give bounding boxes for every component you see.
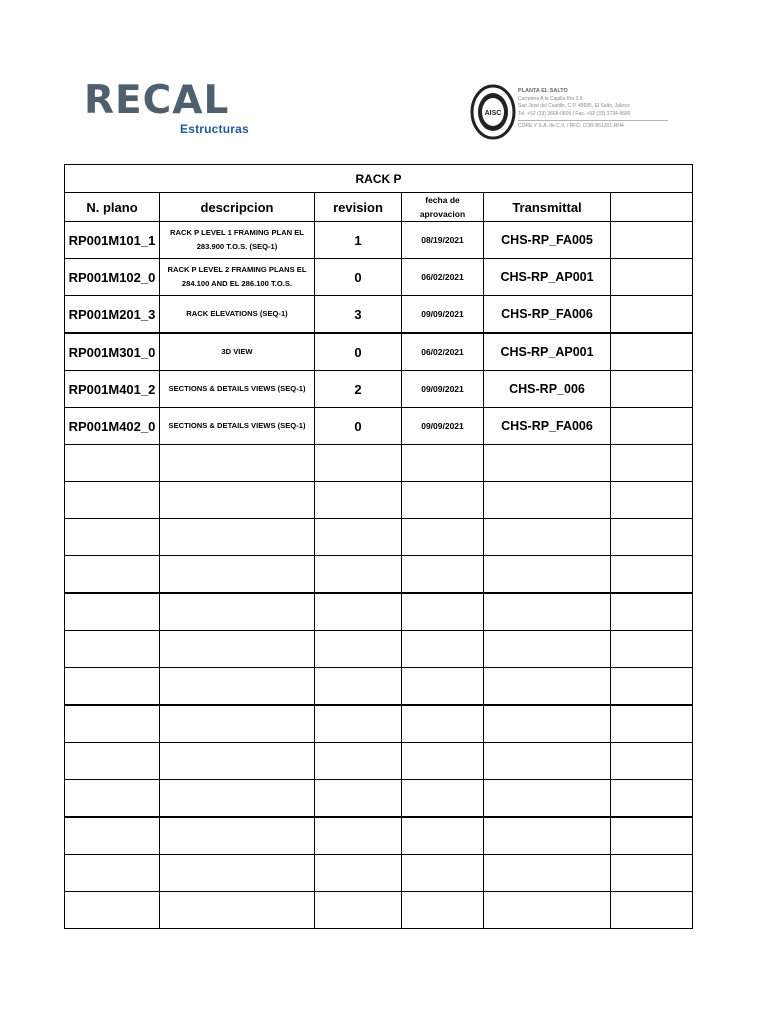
column-header-fecha-line-1: fecha de — [425, 195, 460, 205]
cell-extra — [611, 371, 693, 408]
cell-revision: 2 — [315, 371, 402, 408]
cell-transmittal — [484, 445, 611, 482]
divider — [518, 120, 668, 121]
cell-extra — [611, 296, 693, 334]
table-row — [65, 371, 693, 408]
cell-descripcion — [160, 817, 315, 855]
cell-revision — [315, 705, 402, 743]
cell-fecha — [402, 556, 484, 594]
cell-fecha — [402, 445, 484, 482]
drawing-register-table — [64, 164, 693, 929]
cell-extra — [611, 855, 693, 892]
cell-fecha: 06/02/2021 — [402, 259, 484, 296]
cell-transmittal: CHS-RP_AP001 — [484, 333, 611, 371]
table-row — [65, 482, 693, 519]
aisc-seal-icon — [470, 84, 516, 140]
cell-descripcion-line-1: RACK P LEVEL 1 FRAMING PLAN EL — [170, 228, 304, 237]
cell-transmittal — [484, 519, 611, 556]
cell-plano — [65, 482, 160, 519]
cell-descripcion — [160, 705, 315, 743]
cell-plano: RP001M401_2 — [65, 371, 160, 408]
cell-transmittal: CHS-RP_FA006 — [484, 408, 611, 445]
cell-plano — [65, 668, 160, 706]
cell-extra — [611, 668, 693, 706]
cell-revision: 0 — [315, 259, 402, 296]
cell-transmittal: CHS-RP_FA006 — [484, 296, 611, 334]
table-row — [65, 408, 693, 445]
address-line-2: San José del Castillo, C.P. 45685, El Salto, Jalisco — [518, 103, 630, 109]
cell-descripcion — [160, 296, 315, 334]
cell-fecha: 09/09/2021 — [402, 371, 484, 408]
cell-fecha: 06/02/2021 — [402, 333, 484, 371]
cell-transmittal: CHS-RP_FA005 — [484, 222, 611, 259]
cell-descripcion — [160, 631, 315, 668]
cell-fecha: 08/19/2021 — [402, 222, 484, 259]
table-row — [65, 705, 693, 743]
cell-extra — [611, 482, 693, 519]
cell-descripcion — [160, 259, 315, 296]
phone-line: Tel. +52 (33) 3668-0606 / Fax. +52 (33) 3734-8680 — [518, 110, 631, 117]
table-row — [65, 668, 693, 706]
cell-descripcion — [160, 482, 315, 519]
cell-extra — [611, 743, 693, 780]
cell-revision — [315, 445, 402, 482]
cell-plano — [65, 743, 160, 780]
cell-descripcion — [160, 371, 315, 408]
cell-plano: RP001M102_0 — [65, 259, 160, 296]
cell-plano — [65, 705, 160, 743]
cell-transmittal — [484, 556, 611, 594]
table-row — [65, 222, 693, 259]
cell-descripcion-line-2: 284.100 AND EL 286.100 T.O.S. — [181, 279, 293, 288]
cell-plano — [65, 631, 160, 668]
table-row — [65, 259, 693, 296]
cell-fecha: 09/09/2021 — [402, 408, 484, 445]
cell-fecha — [402, 482, 484, 519]
cell-extra — [611, 445, 693, 482]
cell-transmittal — [484, 780, 611, 818]
aisc-seal-text: AISC — [484, 110, 502, 117]
cell-descripcion-line-1: 3D VIEW — [221, 347, 253, 356]
cell-extra — [611, 222, 693, 259]
table-row — [65, 445, 693, 482]
cell-plano — [65, 817, 160, 855]
cell-descripcion — [160, 408, 315, 445]
cell-extra — [611, 259, 693, 296]
table-title: RACK P — [65, 165, 693, 193]
cell-extra — [611, 519, 693, 556]
cell-revision — [315, 556, 402, 594]
cell-fecha — [402, 780, 484, 818]
cell-revision: 3 — [315, 296, 402, 334]
column-header-revision: revision — [315, 193, 402, 222]
cell-fecha — [402, 817, 484, 855]
cell-plano — [65, 855, 160, 892]
cell-revision: 1 — [315, 222, 402, 259]
recal-logo-wordmark: RECAL — [84, 78, 230, 123]
cell-transmittal — [484, 482, 611, 519]
cell-descripcion — [160, 445, 315, 482]
cell-descripcion — [160, 892, 315, 929]
plant-name: PLANTA EL SALTO — [518, 88, 568, 94]
column-header-fecha — [402, 193, 484, 222]
legal-line: CORE Y S.A. de C.V. / RFC: COR-861201-RH4 — [518, 123, 624, 129]
table-row — [65, 631, 693, 668]
cell-transmittal: CHS-RP_006 — [484, 371, 611, 408]
cell-plano: RP001M301_0 — [65, 333, 160, 371]
column-header-plano: N. plano — [65, 193, 160, 222]
cell-plano: RP001M201_3 — [65, 296, 160, 334]
cell-extra — [611, 593, 693, 631]
address-line-1: Carretera A la Capilla Km 3.5 — [518, 95, 583, 102]
cell-fecha — [402, 855, 484, 892]
cell-plano — [65, 445, 160, 482]
cell-descripcion — [160, 556, 315, 594]
cell-fecha — [402, 631, 484, 668]
table-row — [65, 743, 693, 780]
cell-revision — [315, 631, 402, 668]
cell-fecha — [402, 668, 484, 706]
cell-extra — [611, 817, 693, 855]
cell-extra — [611, 556, 693, 594]
cell-revision — [315, 593, 402, 631]
cell-plano — [65, 519, 160, 556]
table-row — [65, 892, 693, 929]
cell-descripcion — [160, 222, 315, 259]
column-header-extra — [611, 193, 693, 222]
cell-descripcion — [160, 743, 315, 780]
cell-transmittal — [484, 631, 611, 668]
cell-revision: 0 — [315, 333, 402, 371]
cell-extra — [611, 408, 693, 445]
cell-plano — [65, 780, 160, 818]
aisc-certification-logo — [466, 76, 688, 146]
cell-fecha: 09/09/2021 — [402, 296, 484, 334]
cell-descripcion — [160, 780, 315, 818]
cell-extra — [611, 631, 693, 668]
table-row — [65, 780, 693, 818]
cell-descripcion — [160, 668, 315, 706]
cell-revision — [315, 780, 402, 818]
cell-revision — [315, 519, 402, 556]
table-row — [65, 593, 693, 631]
cell-plano — [65, 593, 160, 631]
cell-descripcion — [160, 519, 315, 556]
cell-descripcion-line-1: RACK P LEVEL 2 FRAMING PLANS EL — [167, 265, 307, 274]
cell-fecha — [402, 705, 484, 743]
table-row — [65, 855, 693, 892]
cell-transmittal — [484, 705, 611, 743]
column-header-descripcion: descripcion — [160, 193, 315, 222]
table-row — [65, 519, 693, 556]
cell-extra — [611, 892, 693, 929]
cell-revision — [315, 668, 402, 706]
cell-fecha — [402, 519, 484, 556]
table-row — [65, 333, 693, 371]
cell-transmittal — [484, 855, 611, 892]
cell-plano — [65, 892, 160, 929]
cell-descripcion-line-1: RACK ELEVATIONS (SEQ-1) — [186, 309, 288, 318]
cell-plano: RP001M101_1 — [65, 222, 160, 259]
aisc-address-block — [518, 88, 686, 131]
cell-extra — [611, 780, 693, 818]
table-row — [65, 556, 693, 594]
cell-transmittal — [484, 892, 611, 929]
cell-revision: 0 — [315, 408, 402, 445]
cell-descripcion — [160, 333, 315, 371]
cell-revision — [315, 482, 402, 519]
recal-logo-subtitle: Estructuras — [180, 122, 249, 136]
table-title-row — [65, 165, 693, 193]
cell-descripcion — [160, 593, 315, 631]
cell-fecha — [402, 892, 484, 929]
cell-transmittal — [484, 593, 611, 631]
cell-fecha — [402, 743, 484, 780]
cell-extra — [611, 705, 693, 743]
cell-revision — [315, 855, 402, 892]
cell-revision — [315, 743, 402, 780]
cell-extra — [611, 333, 693, 371]
cell-revision — [315, 892, 402, 929]
table-header-row — [65, 193, 693, 222]
cell-descripcion-line-1: SECTIONS & DETAILS VIEWS (SEQ-1) — [168, 421, 306, 430]
cell-plano — [65, 556, 160, 594]
table-row — [65, 296, 693, 334]
cell-revision — [315, 817, 402, 855]
recal-logo — [84, 80, 254, 142]
cell-transmittal — [484, 668, 611, 706]
cell-fecha — [402, 593, 484, 631]
cell-transmittal — [484, 743, 611, 780]
cell-plano: RP001M402_0 — [65, 408, 160, 445]
cell-descripcion-line-2: 283.900 T.O.S. (SEQ-1) — [196, 242, 278, 251]
column-header-transmittal: Transmittal — [484, 193, 611, 222]
column-header-fecha-line-2: aprovacion — [419, 209, 466, 219]
cell-descripcion-line-1: SECTIONS & DETAILS VIEWS (SEQ-1) — [168, 384, 306, 393]
cell-transmittal — [484, 817, 611, 855]
table-row — [65, 817, 693, 855]
cell-transmittal: CHS-RP_AP001 — [484, 259, 611, 296]
cell-descripcion — [160, 855, 315, 892]
